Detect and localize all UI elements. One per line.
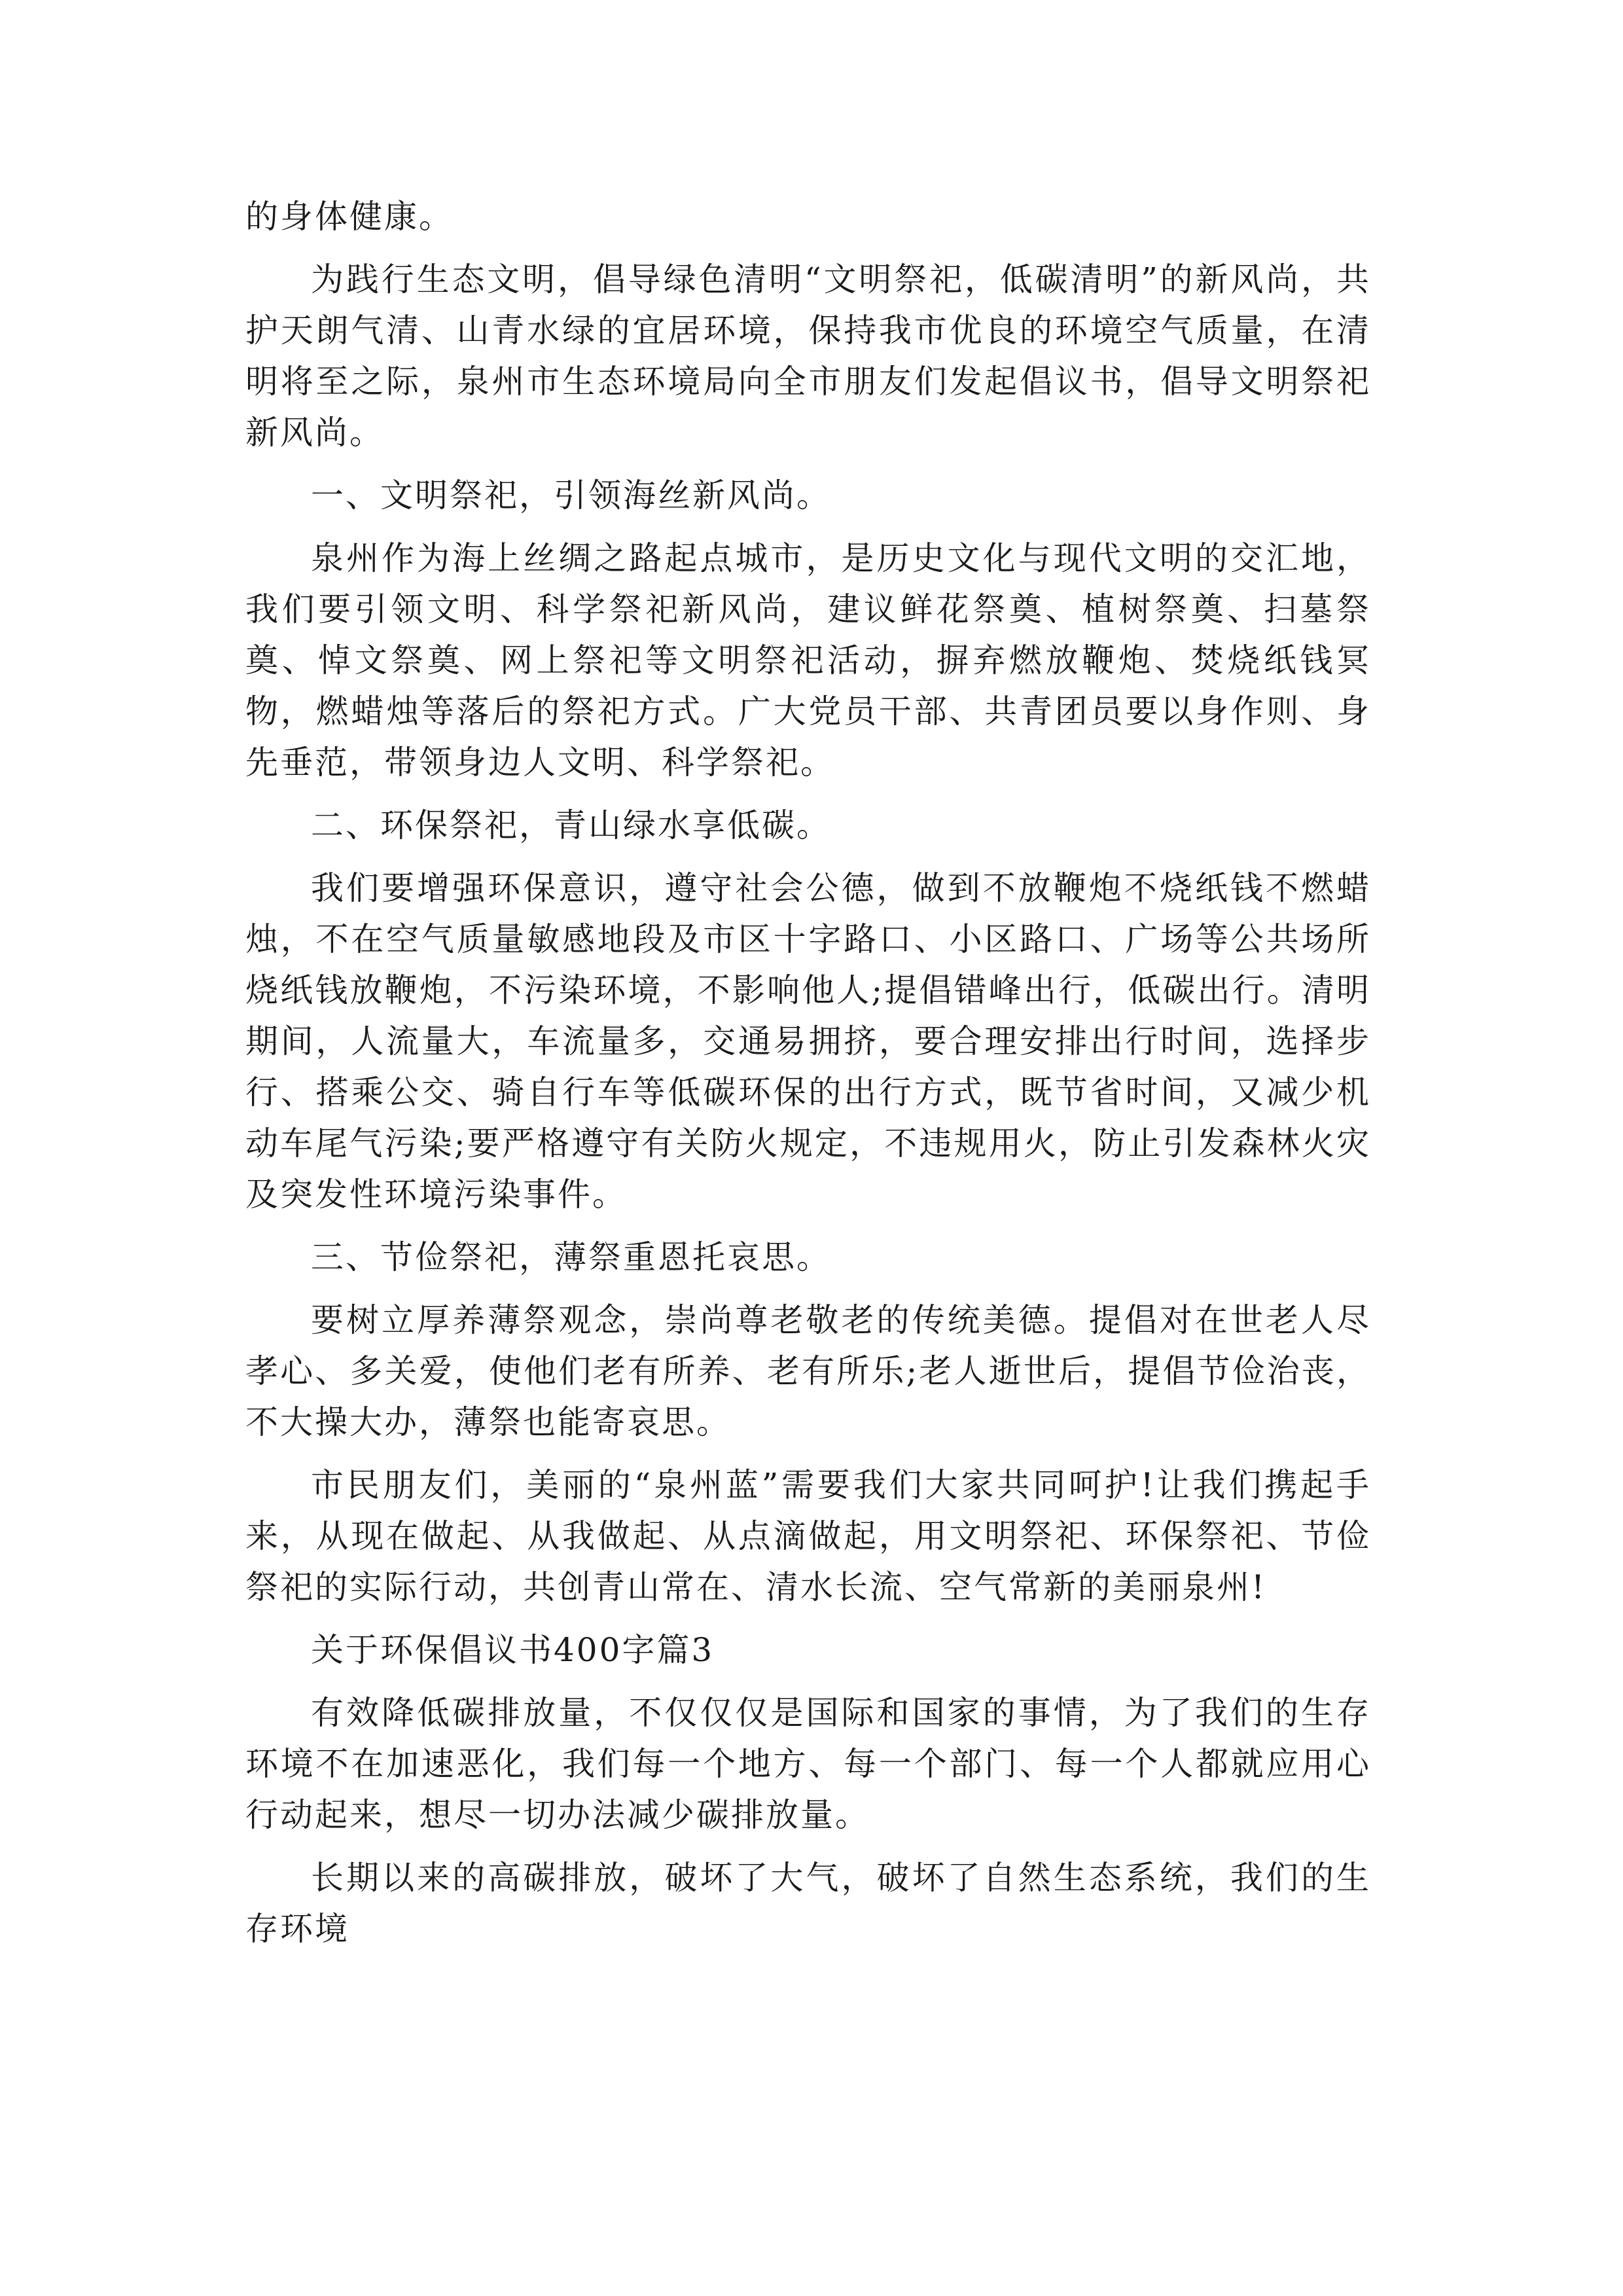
section-heading-2: 二、环保祭祀，青山绿水享低碳。	[311, 806, 831, 844]
paragraph-article-1: 有效降低碳排放量，不仅仅仅是国际和国家的事情，为了我们的生存环境不在加速恶化，我们每一个地方、每一个部门、每一个人都就应用心行动起来，想尽一切办法减少碳排放量。	[245, 1694, 1371, 1834]
paragraph-section-3: 要树立厚养薄祭观念，崇尚尊老敬老的传统美德。提倡对在世老人尽孝心、多关爱，使他们老有所养、老有所乐;老人逝世后，提倡节俭治丧，不大操大办，薄祭也能寄哀思。	[245, 1301, 1371, 1441]
article-title: 关于环保倡议书400字篇3	[311, 1631, 715, 1669]
paragraph-continuation: 的身体健康。	[245, 198, 454, 236]
paragraph-intro: 为践行生态文明，倡导绿色清明“文明祭祀，低碳清明”的新风尚，共护天朗气清、山青水绿的宜居环境，保持我市优良的环境空气质量，在清明将至之际，泉州市生态环境局向全市朋友们发起倡议书，倡导文明祭祀新风尚。	[245, 260, 1371, 452]
paragraph-article-2: 长期以来的高碳排放，破坏了大气，破坏了自然生态系统，我们的生存环境	[245, 1859, 1371, 1948]
section-heading-1: 一、文明祭祀，引领海丝新风尚。	[311, 476, 831, 514]
paragraph-section-2: 我们要增强环保意识，遵守社会公德，做到不放鞭炮不烧纸钱不燃蜡烛，不在空气质量敏感地段及市区十字路口、小区路口、广场等公共场所烧纸钱放鞭炮，不污染环境，不影响他人;提倡错峰出行，低碳出行。清明期间，人流量大，车流量多，交通易拥挤，要合理安排出行时间，选择步行、搭乘公交、骑自行车等低碳环保的出行方式，既节省时间，又减少机动车尾气污染;要严格遵守有关防火规定，不违规用火，防止引发森林火灾及突发性环境污染事件。	[245, 869, 1371, 1213]
document-body	[245, 191, 1371, 1966]
paragraph-closing: 市民朋友们，美丽的“泉州蓝”需要我们大家共同呵护!让我们携起手来，从现在做起、从我做起、从点滴做起，用文明祭祀、环保祭祀、节俭祭祀的实际行动，共创青山常在、清水长流、空气常新的美丽泉州!	[245, 1466, 1371, 1606]
paragraph-section-1: 泉州作为海上丝绸之路起点城市，是历史文化与现代文明的交汇地，我们要引领文明、科学祭祀新风尚，建议鲜花祭奠、植树祭奠、扫墓祭奠、悼文祭奠、网上祭祀等文明祭祀活动，摒弃燃放鞭炮、焚烧纸钱冥物，燃蜡烛等落后的祭祀方式。广大党员干部、共青团员要以身作则、身先垂范，带领身边人文明、科学祭祀。	[245, 539, 1371, 781]
section-heading-3: 三、节俭祭祀，薄祭重恩托哀思。	[311, 1238, 831, 1276]
